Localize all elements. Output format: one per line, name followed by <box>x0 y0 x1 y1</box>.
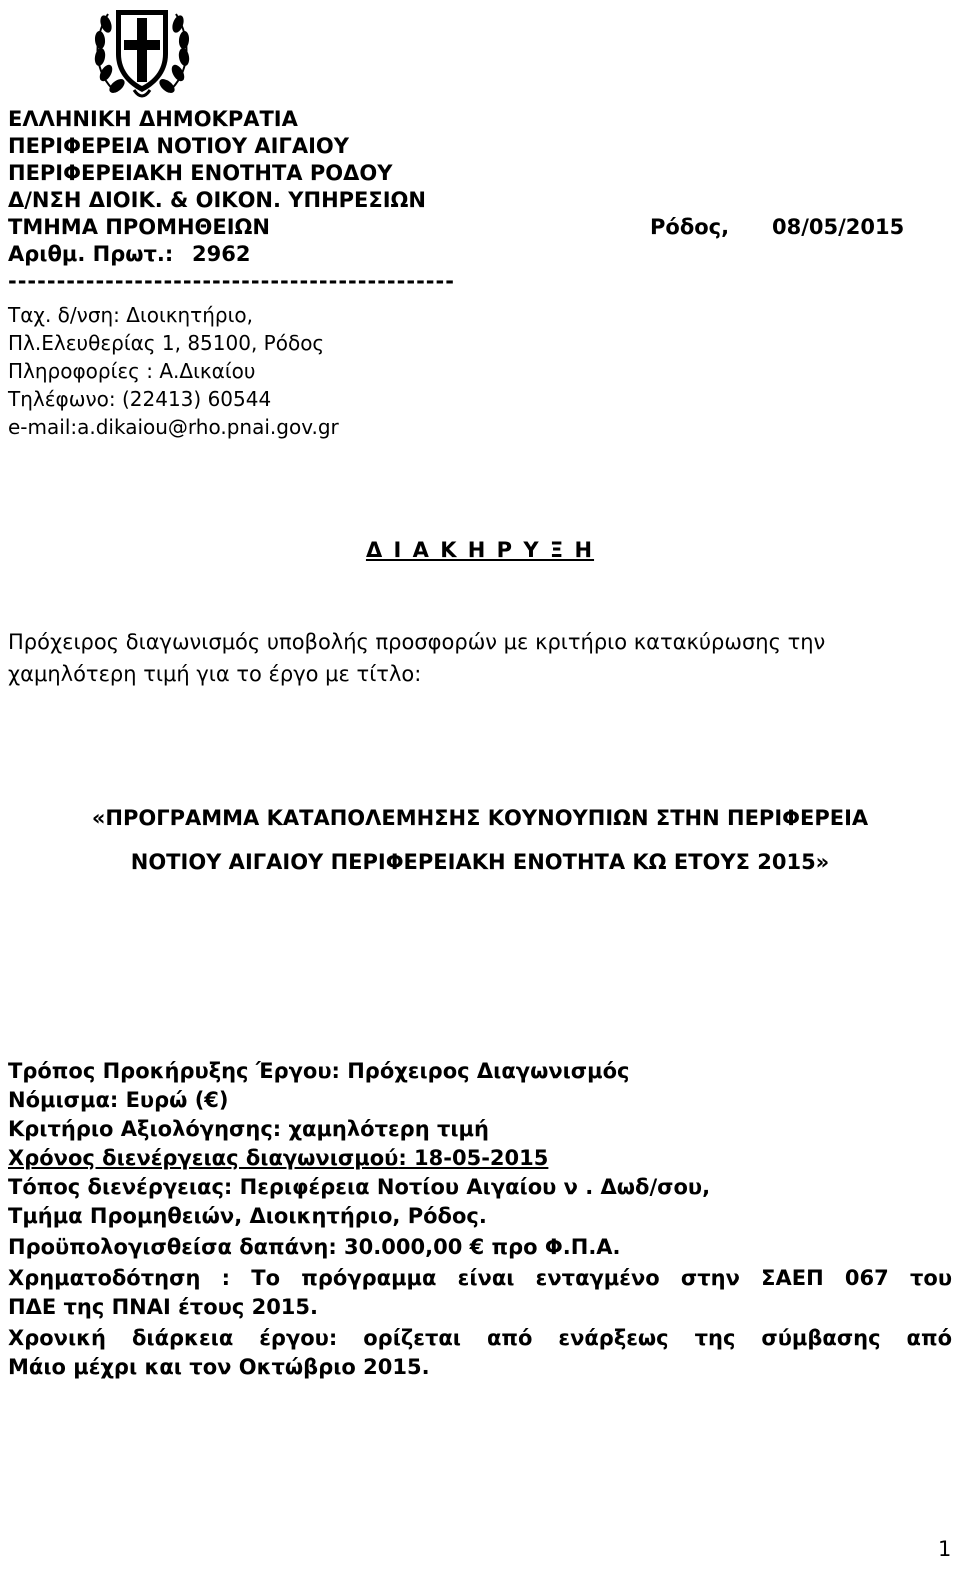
document-title: Δ Ι Α Κ Η Ρ Υ Ξ Η <box>365 538 595 562</box>
address-line-1: Ταχ. δ/νση: Διοικητήριο, <box>8 303 253 327</box>
header-line-3: ΠΕΡΙΦΕΡΕΙΑΚΗ ΕΝΟΤΗΤΑ ΡΟΔΟΥ <box>8 161 393 185</box>
page-number: 1 <box>938 1537 952 1561</box>
evaluation-criterion: Κριτήριο Αξιολόγησης: χαμηλότερη τιμή <box>8 1117 489 1141</box>
header-line-5: ΤΜΗΜΑ ΠΡΟΜΗΘΕΙΩΝ <box>8 215 270 239</box>
project-title-line-1: «ΠΡΟΓΡΑΜΜΑ ΚΑΤΑΠΟΛΕΜΗΣΗΣ ΚΟΥΝΟΥΠΙΩΝ ΣΤΗΝ ΠΕΡΙΦΕΡΕΙΑ <box>91 806 869 830</box>
funding-line-2: ΠΔΕ της ΠΝΑΙ έτους 2015. <box>8 1295 319 1319</box>
address-line-3: Πληροφορίες : Α.Δικαίου <box>8 359 256 383</box>
address-email: e-mail:a.dikaiou@rho.pnai.gov.gr <box>8 415 339 439</box>
address-line-2: Πλ.Ελευθερίας 1, 85100, Ρόδος <box>8 331 325 355</box>
document-date: 08/05/2015 <box>772 215 905 239</box>
budget: Προϋπολογισθείσα δαπάνη: 30.000,00 € προ Φ.Π.Α. <box>8 1235 621 1259</box>
separator-line: ---------------------------------------------- <box>8 269 455 293</box>
header-line-1: ΕΛΛΗΝΙΚΗ ΔΗΜΟΚΡΑΤΙΑ <box>8 107 298 131</box>
tender-time-label: Χρόνος διενέργειας διαγωνισμού <box>8 1146 399 1170</box>
intro-line-2: χαμηλότερη τιμή για το έργο με τίτλο: <box>8 662 422 686</box>
greek-emblem-icon <box>86 2 198 106</box>
project-title-line-2: ΝΟΤΙΟΥ ΑΙΓΑΙΟΥ ΠΕΡΙΦΕΡΕΙΑΚΗ ΕΝΟΤΗΤΑ ΚΩ ΕΤΟΥΣ 2015» <box>130 850 830 874</box>
intro-line-1: Πρόχειρος διαγωνισμός υποβολής προσφορών με κριτήριο κατακύρωσης την <box>8 630 826 654</box>
currency: Νόμισμα: Ευρώ (€) <box>8 1088 229 1112</box>
tender-place-line-2: Τμήμα Προμηθειών, Διοικητήριο, Ρόδος. <box>8 1204 487 1228</box>
address-line-4: Τηλέφωνο: (22413) 60544 <box>8 387 272 411</box>
tender-time-value: : 18-05-2015 <box>398 1146 549 1170</box>
tender-place-line-1: Τόπος διενέργειας: Περιφέρεια Νοτίου Αιγαίου ν . Δωδ/σου, <box>8 1175 711 1199</box>
header-line-4: Δ/ΝΣΗ ΔΙΟΙΚ. & ΟΙΚΟΝ. ΥΠΗΡΕΣΙΩΝ <box>8 188 426 212</box>
duration-line-2: Μάιο μέχρι και τον Οκτώβριο 2015. <box>8 1355 430 1379</box>
protocol-number: 2962 <box>192 242 251 266</box>
tender-type: Τρόπος Προκήρυξης Έργου: Πρόχειρος Διαγωνισμός <box>8 1059 630 1083</box>
funding-line-1: Χρηματοδότηση : Το πρόγραμμα είναι ενταγμένο στην ΣΑΕΠ 067 του <box>8 1266 952 1290</box>
duration-line-1: Χρονική διάρκεια έργου: ορίζεται από ενάρξεως της σύμβασης από <box>8 1326 952 1350</box>
protocol-label: Αριθμ. Πρωτ.: <box>8 242 174 266</box>
header-line-2: ΠΕΡΙΦΕΡΕΙΑ ΝΟΤΙΟΥ ΑΙΓΑΙΟΥ <box>8 134 349 158</box>
place-label: Ρόδος, <box>650 215 730 239</box>
tender-time <box>8 1144 548 1173</box>
